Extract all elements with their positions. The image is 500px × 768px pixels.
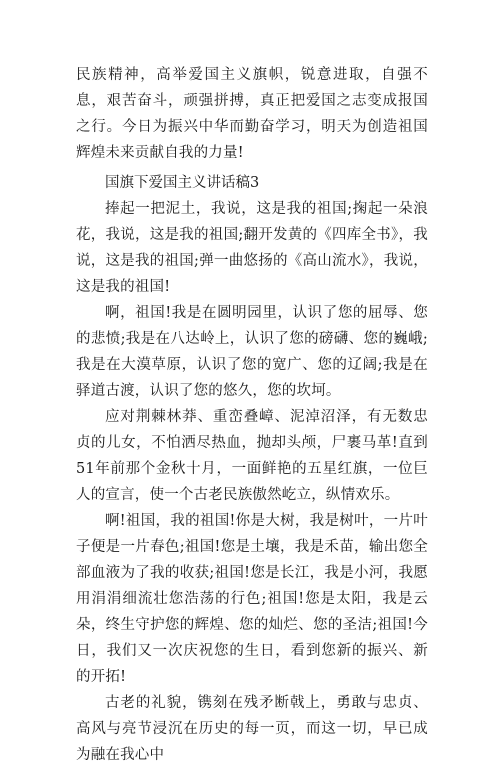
- paragraph-5: 啊!祖国，我的祖国!你是大树，我是树叶，一片叶子便是一片春色;祖国!您是土壤，我是禾苗，输出您全部血液为了我的收获;祖国!您是长江，我是小河，我愿用涓涓细流壮您浩荡的行色;祖国!您是太阳，我是云朵，终生守护您的辉煌、您的灿烂、您的圣洁;祖国!今日，我们又一次庆祝您的生日，看到您新的振兴、新的开拓!: [76, 513, 428, 685]
- paragraph-1: 民族精神，高举爱国主义旗帜，锐意进取，自强不息，艰苦奋斗，顽强拼搏，真正把爱国之志变成报国之行。今日为振兴中华而勤奋学习，明天为创造祖国辉煌未来贡献自我的力量!: [76, 67, 428, 161]
- paragraph-2: 捧起一把泥土，我说，这是我的祖国;掬起一朵浪花，我说，这是我的祖国;翻开发黄的《四库全书》，我说，这是我的祖国;弹一曲悠扬的《高山流水》，我说，这是我的祖国!: [76, 201, 428, 295]
- paragraph-4: 应对荆棘林莽、重峦叠嶂、泥淖沼泽，有无数忠贞的儿女，不怕洒尽热血，抛却头颅，尸裹马革!直到51年前那个金秋十月，一面鲜艳的五星红旗，一位巨人的宣言，使一个古老民族傲然屹立，纵情欢乐。: [76, 409, 428, 503]
- section-heading: 国旗下爱国主义讲话稿3: [105, 175, 260, 191]
- paragraph-3: 啊，祖国!我是在圆明园里，认识了您的屈辱、您的悲愤;我是在八达岭上，认识了您的磅礴、您的巍峨;我是在大漠草原，认识了您的宽广、您的辽阔;我是在驿道古渡，认识了您的悠久，您的坎坷。: [76, 305, 428, 399]
- paragraph-6: 古老的礼貌，镌刻在残矛断戟上，勇敢与忠贞、高风与亮节浸沉在历史的每一页，而这一切，早已成为融在我心中: [76, 695, 428, 763]
- document-page: [76, 62, 428, 768]
